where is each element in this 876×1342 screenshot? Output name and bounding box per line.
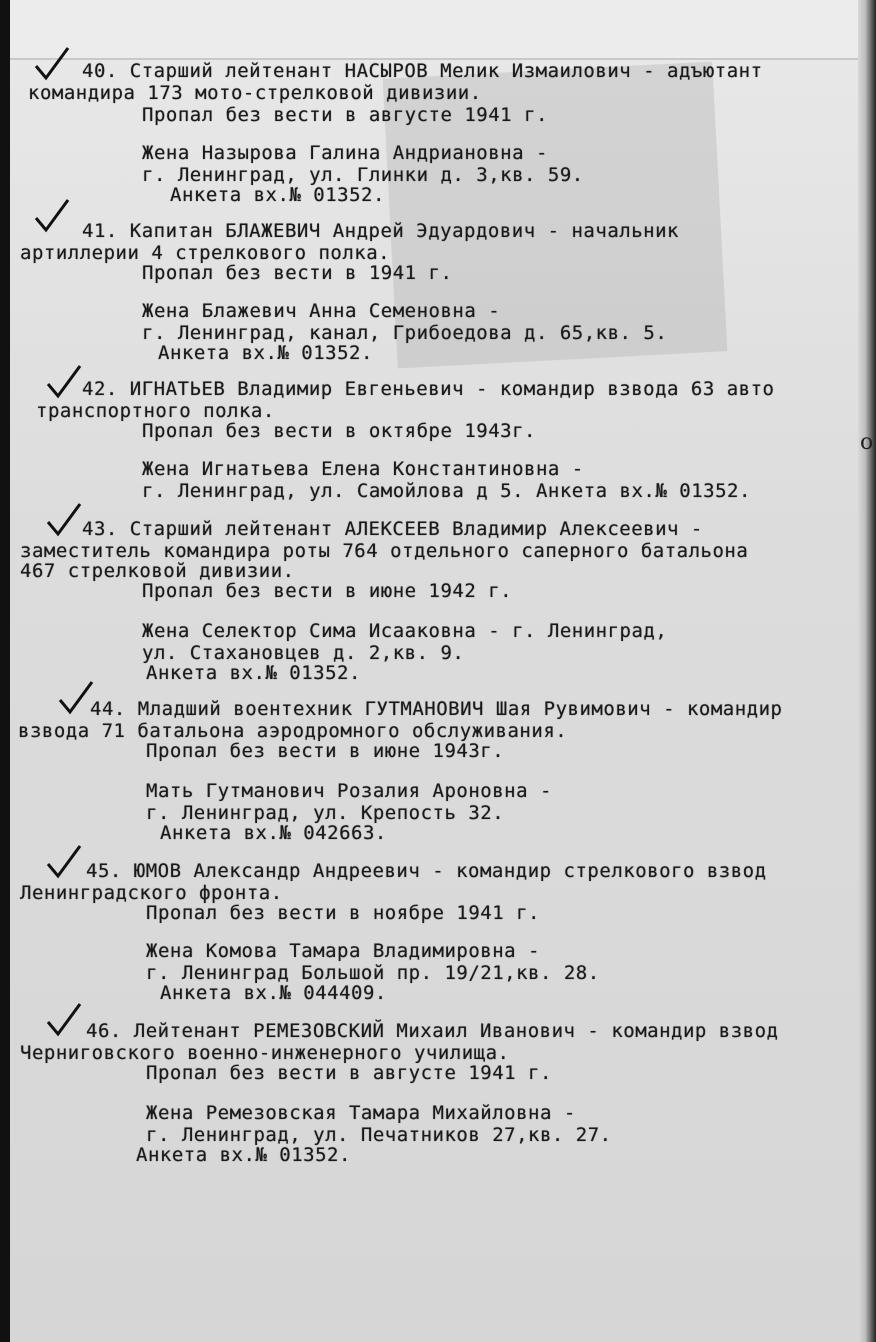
entry-44-line-1: 44. Младший воентехник ГУТМАНОВИЧ Шая Рувимович - командир (90, 698, 783, 720)
margin-note: о (860, 430, 874, 455)
entry-40-line-6: Анкета вх.№ 01352. (170, 184, 385, 206)
entry-45-line-6: Анкета вх.№ 044409. (160, 982, 387, 1004)
entry-44-line-4: Мать Гутманович Розалия Ароновна - (146, 780, 552, 802)
entry-40-line-3: Пропал без вести в августе 1941 г. (142, 104, 548, 126)
entry-43-line-6: ул. Стахановцев д. 2,кв. 9. (142, 642, 465, 664)
entry-43-line-5: Жена Селектор Сима Исааковна - г. Ленинград, (142, 620, 668, 642)
entry-41-line-5: г. Ленинград, канал, Грибоедова д. 65,кв. 5. (142, 322, 668, 344)
entry-43-line-2: заместитель командира роты 764 отдельного саперного батальона (20, 540, 749, 562)
entry-43-line-1: 43. Старший лейтенант АЛЕКСЕЕВ Владимир Алексеевич - (82, 518, 703, 540)
checkmark-icon (44, 362, 84, 402)
entry-41-line-4: Жена Блажевич Анна Семеновна - (142, 300, 501, 322)
entry-46-line-6: Анкета вх.№ 01352. (136, 1144, 351, 1166)
entry-42-line-2: транспортного полка. (36, 400, 275, 422)
entry-40-line-5: г. Ленинград, ул. Глинки д. 3,кв. 59. (142, 164, 584, 186)
entry-44-line-6: Анкета вх.№ 042663. (160, 822, 387, 844)
entry-40-line-4: Жена Назырова Галина Андриановна - (142, 142, 548, 164)
entry-45-line-4: Жена Комова Тамара Владимировна - (146, 940, 540, 962)
entry-45-line-3: Пропал без вести в ноябре 1941 г. (146, 902, 540, 924)
entry-43-line-4: Пропал без вести в июне 1942 г. (142, 580, 513, 602)
checkmark-icon (44, 500, 84, 540)
entry-40-line-1: 40. Старший лейтенант НАСЫРОВ Мелик Измаилович - адъютант (82, 60, 763, 82)
checkmark-icon (44, 842, 84, 882)
entry-46-line-5: г. Ленинград, ул. Печатников 27,кв. 27. (146, 1124, 612, 1146)
entry-45-line-2: Ленинградского фронта. (20, 882, 283, 904)
entry-41-line-3: Пропал без вести в 1941 г. (142, 262, 453, 284)
entry-42-line-4: Жена Игнатьева Елена Константиновна - (142, 458, 584, 480)
entry-46-line-3: Пропал без вести в августе 1941 г. (146, 1062, 552, 1084)
entry-46-line-4: Жена Ремезовская Тамара Михайловна - (146, 1102, 576, 1124)
page-edge-shadow (858, 0, 876, 1342)
entry-45-line-1: 45. ЮМОВ Александр Андреевич - командир стрелкового взвод (86, 860, 767, 882)
entry-46-line-1: 46. Лейтенант РЕМЕЗОВСКИЙ Михаил Иванович - командир взвод (86, 1020, 779, 1042)
entry-44-line-3: Пропал без вести в июне 1943г. (146, 740, 505, 762)
entry-42-line-3: Пропал без вести в октябре 1943г. (142, 420, 536, 442)
entry-42-line-5: г. Ленинград, ул. Самойлова д 5. Анкета вх.№ 01352. (142, 480, 751, 502)
entry-44-line-2: взвода 71 батальона аэродромного обслуживания. (18, 720, 568, 742)
entry-44-line-5: г. Ленинград, ул. Крепость 32. (146, 802, 505, 824)
entry-40-line-2: командира 173 мото-стрелковой дивизии. (28, 82, 482, 104)
entry-46-line-2: Черниговского военно-инженерного училища. (20, 1042, 510, 1064)
entry-43-line-7: Анкета вх.№ 01352. (146, 662, 361, 684)
entry-45-line-5: г. Ленинград Большой пр. 19/21,кв. 28. (146, 962, 600, 984)
checkmark-icon (32, 196, 72, 236)
document-page (10, 0, 860, 1342)
entry-41-line-1: 41. Капитан БЛАЖЕВИЧ Андрей Эдуардович - начальник (82, 220, 679, 242)
entry-41-line-2: артиллерии 4 стрелкового полка. (20, 242, 391, 264)
top-paper-strip (10, 0, 860, 60)
entry-42-line-1: 42. ИГНАТЬЕВ Владимир Евгеньевич - командир взвода 63 авто (82, 378, 775, 400)
entry-41-line-6: Анкета вх.№ 01352. (158, 342, 373, 364)
checkmark-icon (32, 44, 72, 84)
checkmark-icon (44, 1000, 84, 1040)
entry-43-line-3: 467 стрелковой дивизии. (20, 560, 295, 582)
